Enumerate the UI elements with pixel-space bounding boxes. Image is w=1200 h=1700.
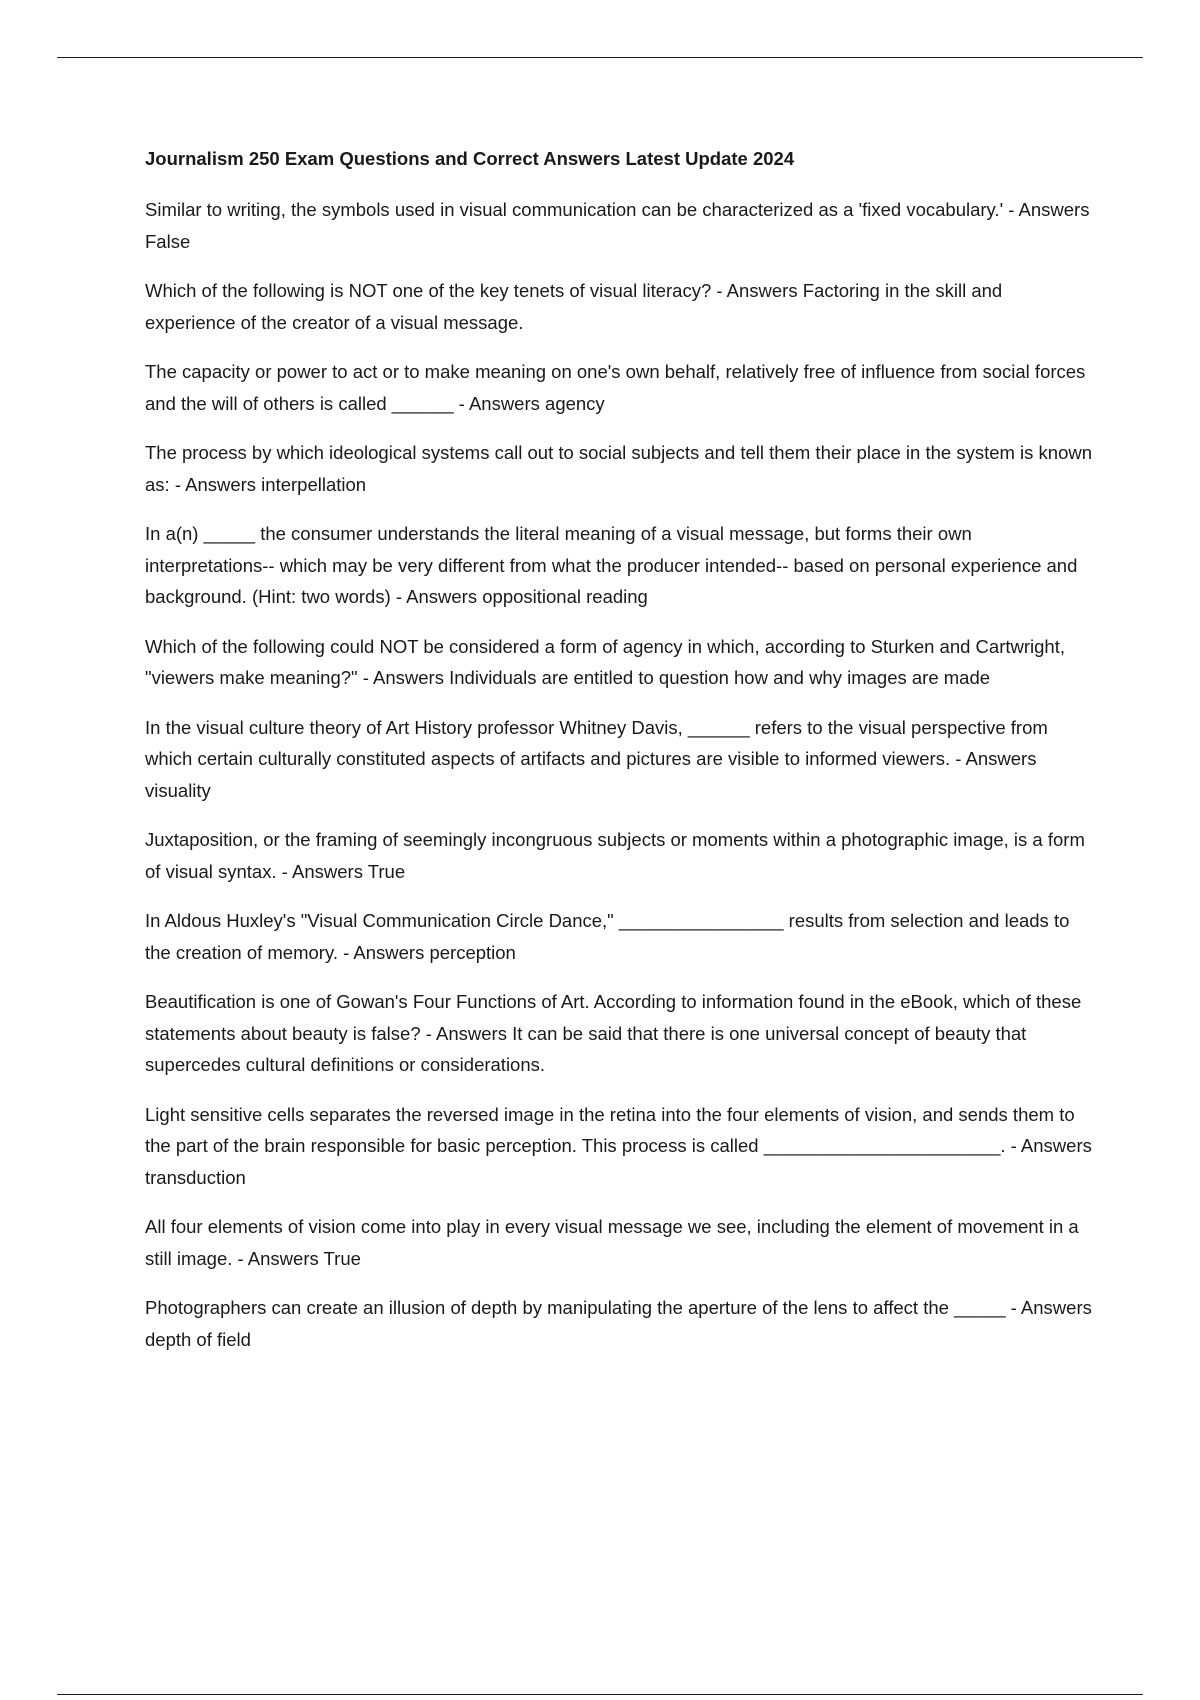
qa-item: Similar to writing, the symbols used in visual communication can be characterized as a 'fixed vocabulary.' - Answers False: [145, 199, 1090, 252]
qa-item: Which of the following is NOT one of the key tenets of visual literacy? - Answers Factoring in the skill and experience of the creator of a visual message.: [145, 280, 1003, 333]
qa-item: Juxtaposition, or the framing of seemingly incongruous subjects or moments within a photographic image, is a form of visual syntax. - Answers True: [145, 829, 1085, 882]
qa-item: In Aldous Huxley's "Visual Communication Circle Dance," ________________ results from selection and leads to the creation of memory. - Answers perception: [145, 910, 1070, 963]
qa-item: In the visual culture theory of Art History professor Whitney Davis, ______ refers to the visual perspective from which certain culturally constituted aspects of artifacts and pictures are visible to informed viewers. - Answers visuality: [145, 716, 1048, 801]
document-body: [145, 145, 1095, 1373]
qa-item: Which of the following could NOT be considered a form of agency in which, according to Sturken and Cartwright, "viewers make meaning?" - Answers Individuals are entitled to question how and why images are made: [145, 635, 1065, 688]
document-title: Journalism 250 Exam Questions and Correct Answers Latest Update 2024: [145, 148, 795, 169]
top-rule: [57, 57, 1143, 58]
qa-item: Light sensitive cells separates the reversed image in the retina into the four elements of vision, and sends them to the part of the brain responsible for basic perception. This process is called _______________________. - Answers transduction: [145, 1103, 1092, 1188]
qa-item: Beautification is one of Gowan's Four Functions of Art. According to information found in the eBook, which of these statements about beauty is false? - Answers It can be said that there is one universal concept of beauty that supercedes cultural definitions or considerations.: [145, 991, 1082, 1075]
bottom-rule: [57, 1694, 1143, 1695]
qa-item: All four elements of vision come into play in every visual message we see, including the element of movement in a still image. - Answers True: [145, 1216, 1079, 1269]
qa-item: Photographers can create an illusion of depth by manipulating the aperture of the lens to affect the _____ - Answers depth of field: [145, 1297, 1092, 1350]
qa-item: In a(n) _____ the consumer understands the literal meaning of a visual message, but forms their own interpretations-- which may be very different from what the producer intended-- based on personal experience and background. (Hint: two words) - Answers oppositional reading: [145, 523, 1078, 607]
qa-item: The process by which ideological systems call out to social subjects and tell them their place in the system is known as: - Answers interpellation: [145, 442, 1093, 495]
qa-item: The capacity or power to act or to make meaning on one's own behalf, relatively free of influence from social forces and the will of others is called ______ - Answers agency: [145, 361, 1086, 414]
